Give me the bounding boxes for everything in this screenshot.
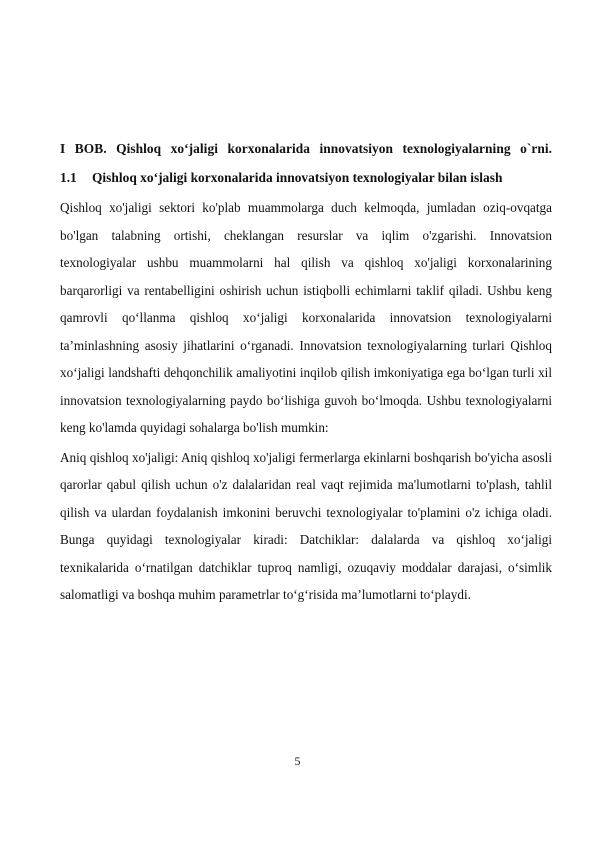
body-paragraph: Aniq qishloq xo'jaligi: Aniq qishloq xo'jaligi fermerlarga ekinlarni boshqarish bo'yicha asosli qarorlar qabul qilish uchun o'z dalalaridan real vaqt rejimida ma'lumotlarni to'plash, tahlil qilish va ulardan foydalanish imkonini beruvchi texnologiyalar to'plamini o'z ichiga oladi. Bunga quyidagi texnologiyalar kiradi: Datchiklar: dalalarda va qishloq xoʻjaligi texnikalarida oʻrnatilgan datchiklar tuproq namligi, ozuqaviy moddalar darajasi, oʻsimlik salomatligi va boshqa muhim parametrlar toʻgʻrisida maʼlumotlarni toʻplaydi.	[60, 449, 552, 602]
section-heading	[60, 163, 552, 192]
section-title: Qishloq xo‘jaligi korxonalarida innovatsiyon texnologiyalar bilan islash	[92, 170, 503, 185]
page-number: 5	[294, 754, 301, 768]
section-number: 1.1	[60, 170, 77, 185]
chapter-title: I BOB. Qishloq xo‘jaligi korxonalarida innovatsiyon texnologiyalarning o`rni.	[60, 141, 552, 156]
body-paragraph: Qishloq xo'jaligi sektori ko'plab muammolarga duch kelmoqda, jumladan oziq-ovqatga bo'lgan talabning ortishi, cheklangan resurslar va iqlim o'zgarishi. Innovatsion texnologiyalar ushbu muammolarni hal qilish va qishloq xo'jaligi korxonalarining barqarorligi va rentabelligini oshirish uchun istiqbolli echimlarni taklif qiladi. Ushbu keng qamrovli qo‘llanma qishloq xo‘jaligi korxonalarida innovatsion texnologiyalarni taʼminlashning asosiy jihatlarini oʻrganadi. Innovatsion texnologiyalarning turlari Qishloq xo‘jaligi landshafti dehqonchilik amaliyotini inqilob qilish imkoniyatiga ega bo‘lgan turli xil innovatsion texnologiyalarning paydo bo‘lishiga guvoh bo‘lmoqda. Ushbu texnologiyalarni keng ko'lamda quyidagi sohalarga bo'lish mumkin:	[60, 200, 552, 435]
page-content	[60, 134, 552, 609]
